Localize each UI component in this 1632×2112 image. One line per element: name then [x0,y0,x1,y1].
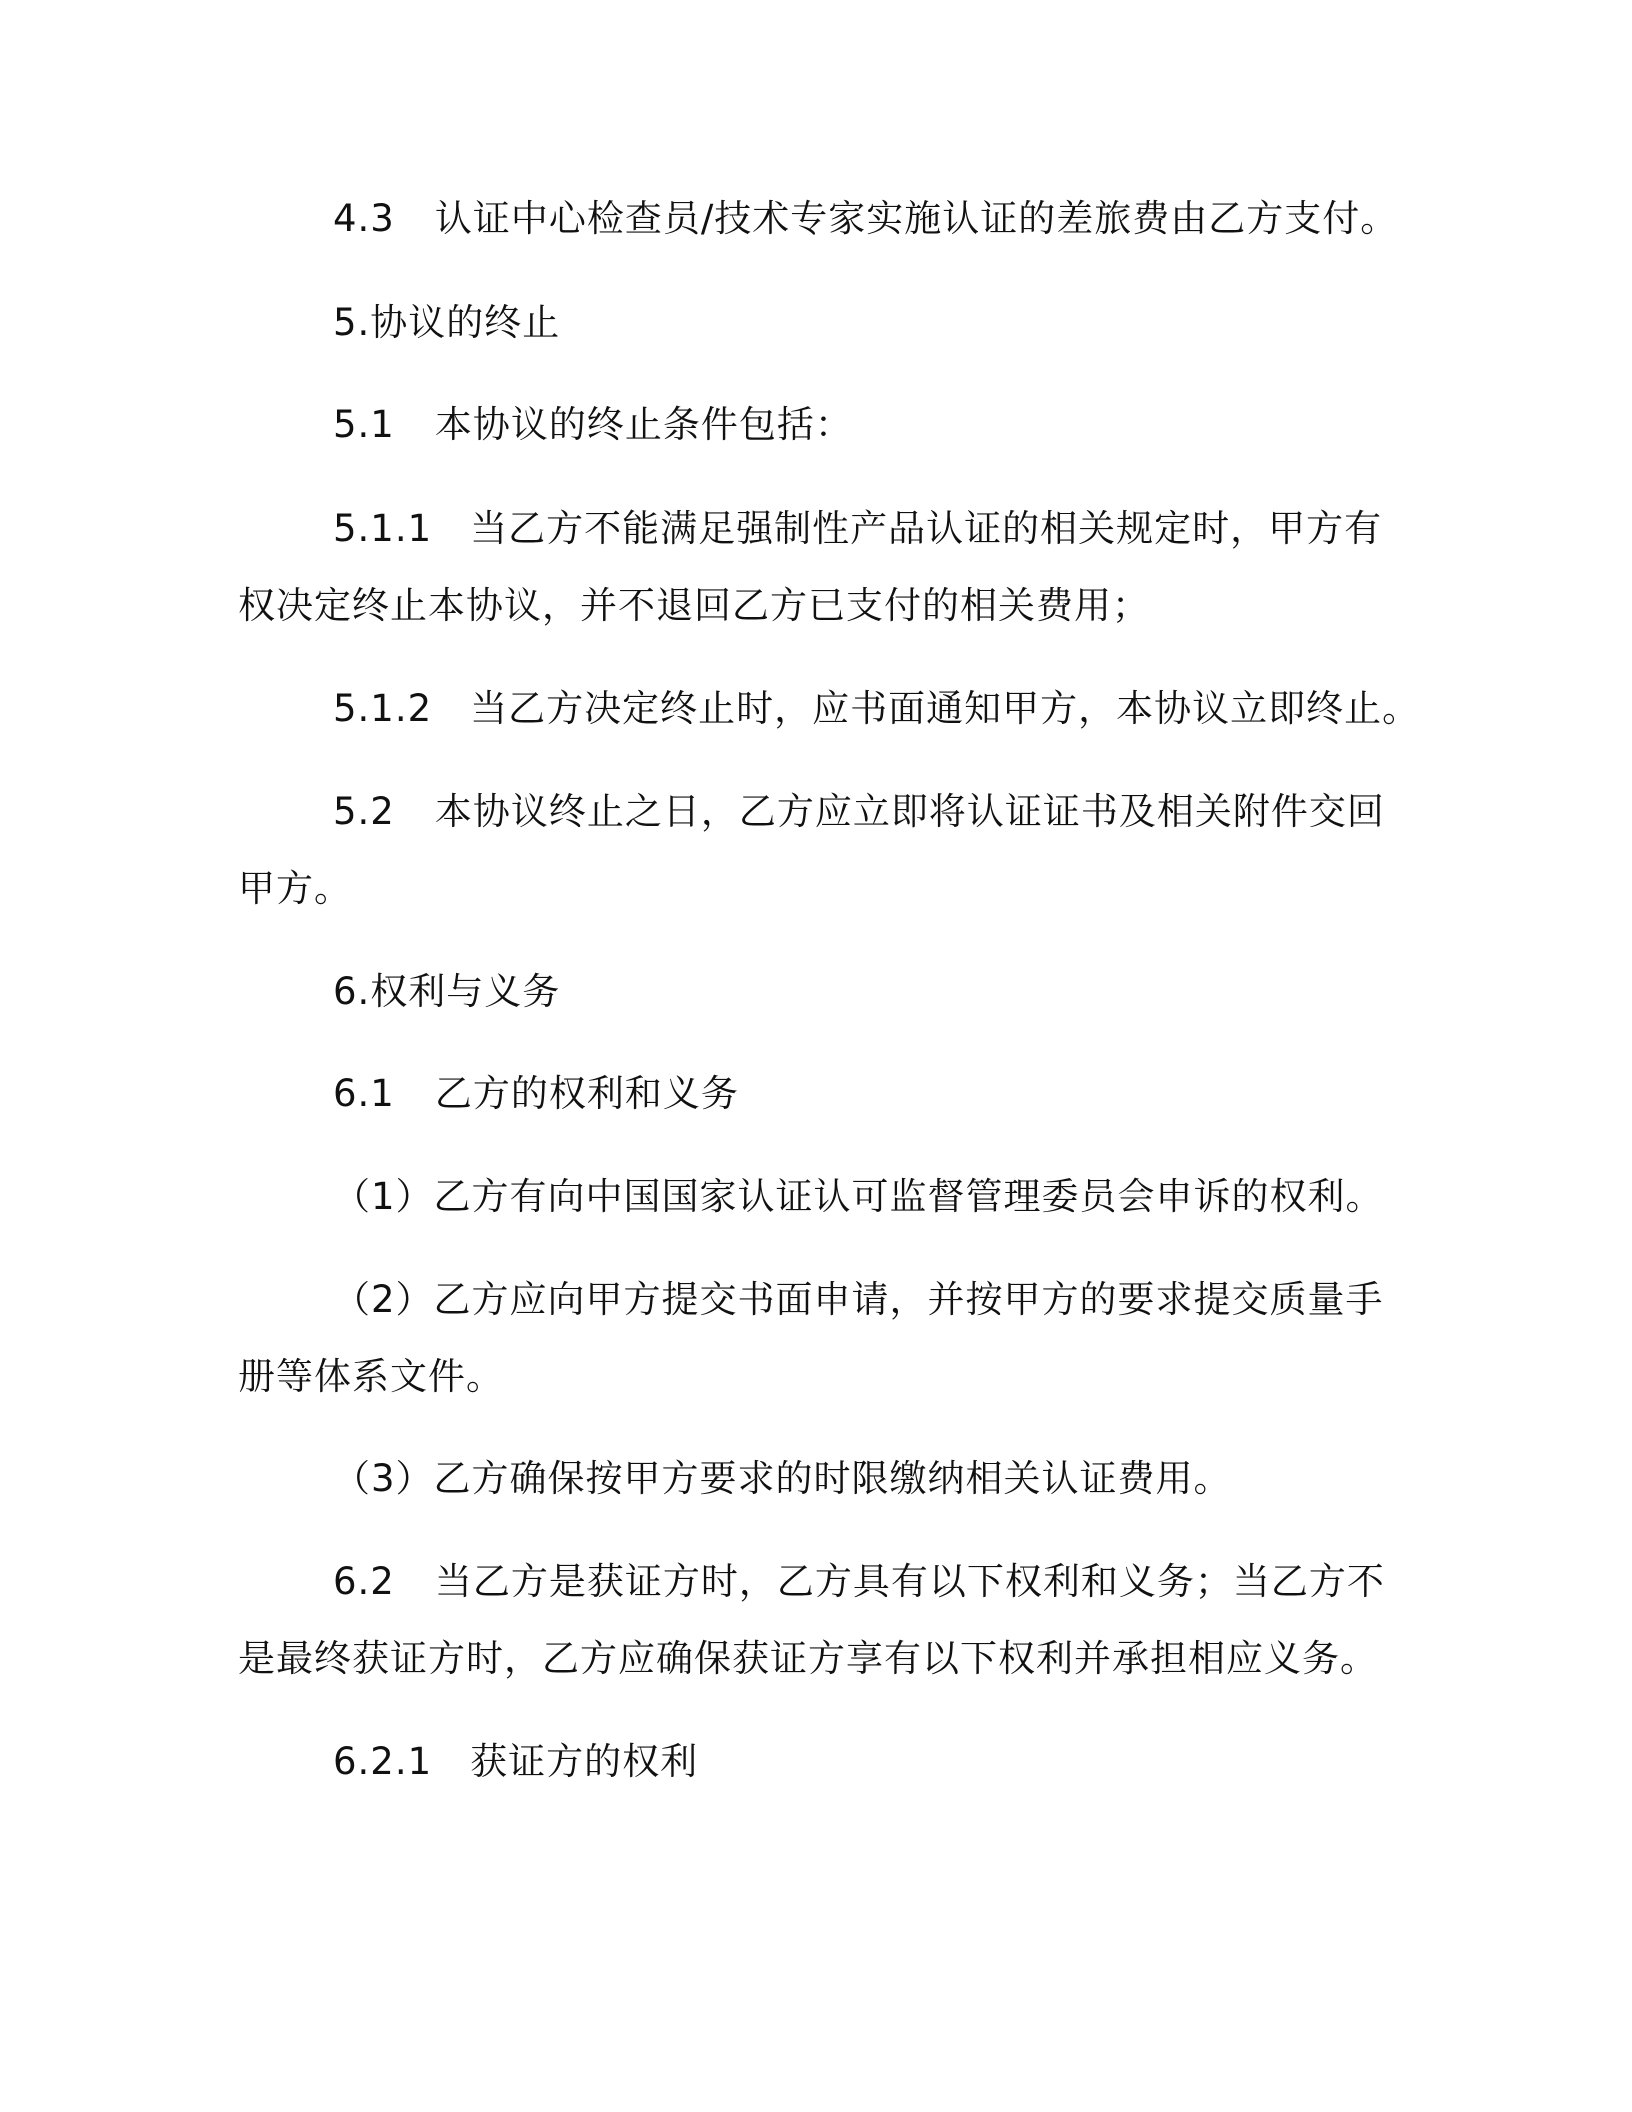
clause-5-1-2 [333,684,1420,734]
clause-6-2-continuation [238,1634,1378,1684]
clause-text-continued: 是最终获证方时，乙方应确保获证方享有以下权利并承担相应义务。 [238,1637,1378,1680]
clause-number: 5.1.2 [333,687,433,730]
list-item-3 [333,1454,1232,1504]
list-item-text: （3）乙方确保按甲方要求的时限缴纳相关认证费用。 [333,1457,1232,1500]
list-item-1 [333,1172,1384,1222]
clause-5-1 [333,400,853,450]
clause-number: 6.1 [333,1072,395,1115]
section-heading-6 [333,967,560,1017]
clause-text: 认证中心检查员/技术专家实施认证的差旅费由乙方支付。 [434,197,1399,240]
list-item-text-continued: 册等体系文件。 [238,1355,504,1398]
clause-number: 6.2.1 [333,1740,433,1783]
section-heading-text: 6.权利与义务 [333,970,561,1013]
clause-text: 当乙方不能满足强制性产品认证的相关规定时，甲方有 [470,507,1383,550]
clause-5-2-continuation [238,864,352,914]
clause-number: 5.1 [333,403,395,446]
section-heading-text: 5.协议的终止 [333,301,561,344]
clause-text-continued: 甲方。 [238,867,352,910]
clause-5-1-1 [333,504,1382,554]
clause-text: 当乙方是获证方时，乙方具有以下权利和义务；当乙方不 [434,1560,1385,1603]
clause-6-2 [333,1557,1385,1607]
list-item-text: （2）乙方应向甲方提交书面申请，并按甲方的要求提交质量手 [333,1278,1384,1321]
clause-text: 本协议终止之日，乙方应立即将认证证书及相关附件交回 [434,790,1385,833]
clause-4-3 [333,194,1398,244]
clause-number: 5.2 [333,790,395,833]
list-item-text: （1）乙方有向中国国家认证认可监督管理委员会申诉的权利。 [333,1175,1384,1218]
clause-6-2-1 [333,1737,698,1787]
clause-5-2 [333,787,1385,837]
clause-number: 4.3 [333,197,395,240]
list-item-2 [333,1275,1384,1325]
clause-number: 6.2 [333,1560,395,1603]
clause-text: 本协议的终止条件包括： [434,403,853,446]
clause-text: 当乙方决定终止时，应书面通知甲方，本协议立即终止。 [470,687,1421,730]
clause-5-1-1-continuation [238,581,1150,631]
clause-6-1 [333,1069,739,1119]
clause-number: 5.1.1 [333,507,433,550]
clause-text: 乙方的权利和义务 [434,1072,739,1115]
clause-text-continued: 权决定终止本协议，并不退回乙方已支付的相关费用； [238,584,1150,627]
list-item-2-continuation [238,1352,504,1402]
clause-text: 获证方的权利 [470,1740,699,1783]
section-heading-5 [333,298,560,348]
